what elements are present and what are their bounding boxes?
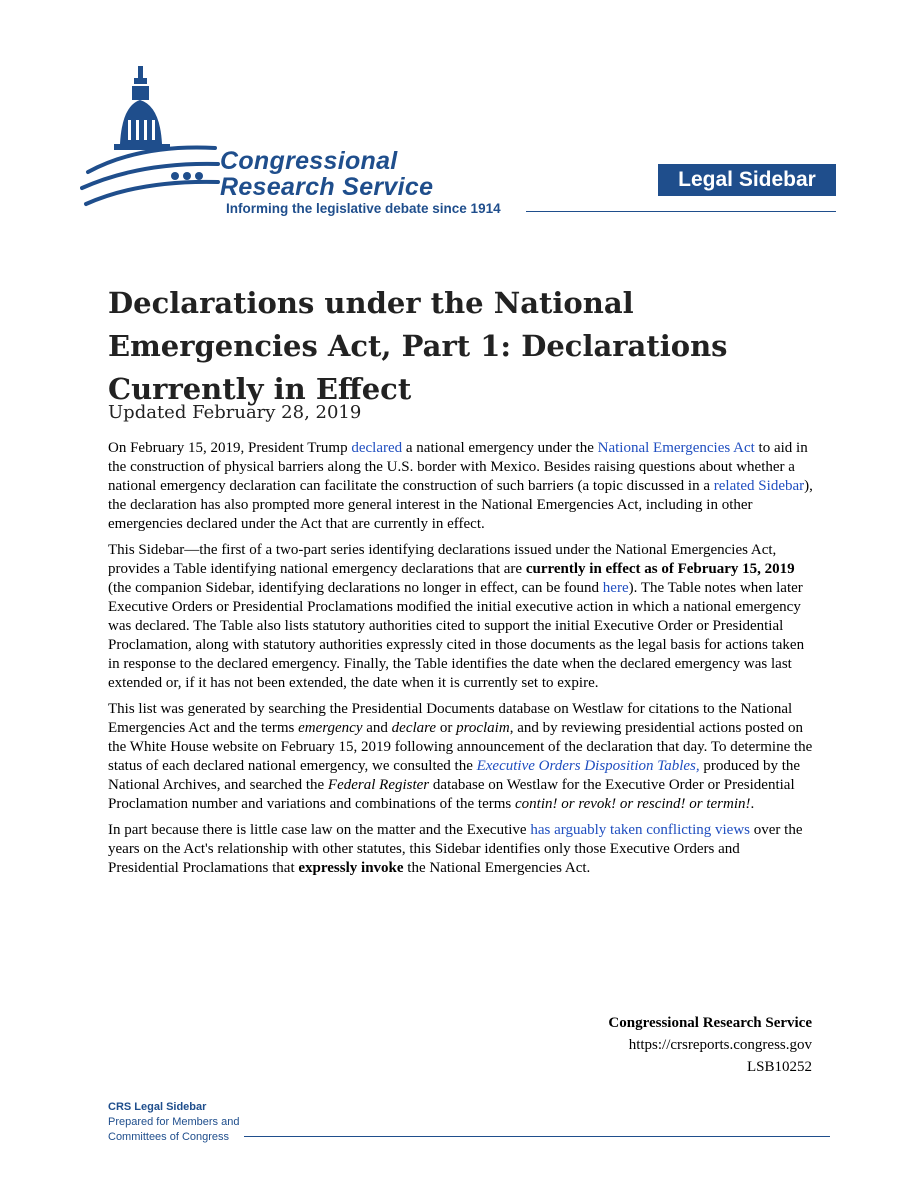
- link-executive-orders-disposition-tables[interactable]: Executive Orders Disposition Tables,: [476, 758, 700, 774]
- link-here[interactable]: here: [602, 580, 629, 596]
- page-title: Declarations under the National Emergencies Act, Part 1: Declarations Currently in Effect: [108, 286, 728, 406]
- legal-sidebar-badge: Legal Sidebar: [658, 164, 836, 196]
- paragraph-1: [108, 439, 814, 534]
- crs-footer: [108, 1100, 239, 1145]
- text: over the years on the Act's relationship with other statutes, this Sidebar identifies only those Executive Orders and Presidential Proclamations that: [108, 822, 803, 876]
- crs-logo: [80, 64, 540, 224]
- text: On February 15, 2019, President Trump: [108, 440, 352, 456]
- crs-footer-label: CRS Legal Sidebar: [108, 1101, 207, 1113]
- italic-term: contin! or revok! or rescind! or termin!: [515, 796, 751, 812]
- updated-date: Updated February 28, 2019: [108, 402, 362, 423]
- text: a national emergency under the: [402, 440, 598, 456]
- text: This list was generated by searching the Presidential Documents database on Westlaw for citations to the National Emergencies Act and the terms: [108, 701, 793, 736]
- paragraph-2: [108, 541, 814, 693]
- italic-term: proclaim: [456, 720, 510, 736]
- text: to aid in the construction of physical barriers along the U.S. border with Mexico. Besides raising questions about whether a national emergency declaration can facilitate the construction of such barriers (a topic discussed in a: [108, 440, 808, 494]
- crs-footer-prepared-1: Prepared for Members and: [108, 1116, 240, 1128]
- footer-org-name: Congressional Research Service: [608, 1015, 812, 1031]
- capitol-dome-icon: [80, 64, 220, 214]
- brand-name-line1: Congressional: [220, 147, 398, 175]
- emphasis: currently in effect as of February 15, 2019: [525, 561, 795, 577]
- text: In part because there is little case law on the matter and the Executive: [108, 822, 531, 838]
- text: ), the declaration has also prompted more general interest in the National Emergencies Act, including in other emergencies declared under the Act that are currently in effect.: [108, 478, 813, 532]
- footer-doc-id: LSB10252: [746, 1059, 812, 1075]
- text: produced by the National Archives, and searched the: [108, 758, 801, 793]
- text: (the companion Sidebar, identifying declarations no longer in effect, can be found: [108, 580, 603, 596]
- brand-name-line2: Research Service: [220, 173, 434, 201]
- link-related-sidebar[interactable]: related Sidebar: [713, 478, 805, 494]
- paragraph-4: [108, 821, 814, 878]
- italic-term: Federal Register: [327, 777, 430, 793]
- paragraph-3: [108, 700, 814, 814]
- text: , and by reviewing presidential actions posted on the White House website on February 15, 2019 following announcement of the declaration that day. To determine the status of each declared national emergency, we consulted the: [108, 720, 813, 774]
- footer-org-block: [608, 1012, 812, 1078]
- body-text: [108, 439, 814, 885]
- text: or: [436, 720, 457, 736]
- text: and: [362, 720, 392, 736]
- text: This Sidebar—the first of a two-part series identifying declarations issued under the National Emergencies Act, provides a Table identifying national emergency declarations that are: [108, 542, 777, 577]
- italic-term: declare: [391, 720, 437, 736]
- text: database on Westlaw for the Executive Order or Presidential Proclamation number and variations and combinations of the terms: [108, 777, 795, 812]
- brand-tagline: Informing the legislative debate since 1914: [226, 201, 501, 216]
- emphasis: expressly invoke: [298, 860, 404, 876]
- text: ). The Table notes when later Executive Orders or Presidential Proclamations modified the initial executive action in which a national emergency was declared. The Table also lists statutory authorities cited to support the initial Executive Order or Presidential Proclamation, along with statutory authorities expressly cited in those documents as the legal basis for actions taken in response to the declared emergency. Finally, the Table identifies the date when the declared emergency was last extended or, if it has not been extended, the date when it is currently set to expire.: [108, 580, 805, 691]
- link-declared[interactable]: declared: [351, 440, 403, 456]
- italic-term: emergency: [298, 720, 363, 736]
- footer-divider: [244, 1136, 830, 1137]
- crs-footer-prepared-2: Committees of Congress: [108, 1131, 230, 1143]
- link-conflicting-views[interactable]: has arguably taken conflicting views: [530, 822, 750, 838]
- header-divider: [526, 211, 836, 212]
- footer-url: https://crsreports.congress.gov: [628, 1037, 812, 1053]
- link-national-emergencies-act[interactable]: National Emergencies Act: [597, 440, 755, 456]
- text: the National Emergencies Act.: [403, 860, 591, 876]
- text: .: [750, 796, 755, 812]
